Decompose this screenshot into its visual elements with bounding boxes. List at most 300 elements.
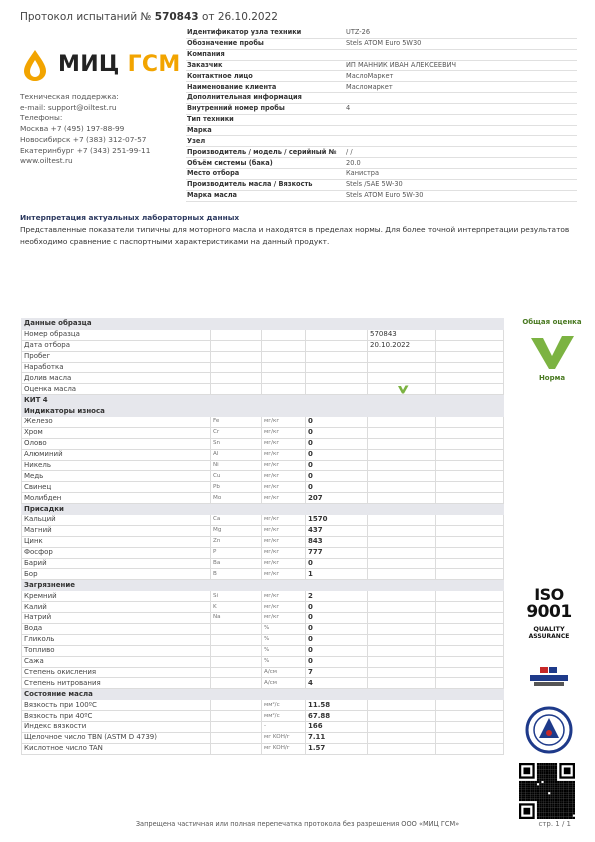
row-symbol bbox=[211, 711, 262, 722]
row-empty bbox=[368, 634, 436, 645]
kit-header bbox=[22, 395, 504, 406]
row-name: Кремний bbox=[22, 591, 211, 602]
row-unit: мг/кг bbox=[262, 427, 306, 438]
row-symbol bbox=[211, 634, 262, 645]
row-value bbox=[368, 362, 436, 373]
row-empty bbox=[436, 417, 504, 428]
overall-label: Общая оценка bbox=[522, 318, 582, 326]
sample-row bbox=[22, 351, 504, 362]
row-empty bbox=[262, 373, 306, 384]
drop-logo-icon bbox=[20, 48, 50, 82]
row-unit: мг KOH/г bbox=[262, 743, 306, 754]
row-empty bbox=[436, 678, 504, 689]
row-empty bbox=[368, 482, 436, 493]
info-row bbox=[186, 158, 577, 169]
row-symbol: Cu bbox=[211, 471, 262, 482]
protocol-title bbox=[20, 11, 278, 23]
row-empty bbox=[262, 384, 306, 395]
row-empty bbox=[368, 613, 436, 624]
sample-row bbox=[22, 384, 504, 395]
row-empty bbox=[368, 656, 436, 667]
row-unit: мг/кг bbox=[262, 569, 306, 580]
row-unit: мг/кг bbox=[262, 515, 306, 526]
row-empty bbox=[436, 427, 504, 438]
row-value: 1 bbox=[306, 569, 368, 580]
qr-code-icon bbox=[519, 763, 575, 819]
info-value: ИП МАННИК ИВАН АЛЕКСЕЕВИЧ bbox=[345, 60, 577, 71]
row-empty bbox=[368, 711, 436, 722]
row-value: 843 bbox=[306, 536, 368, 547]
row-symbol: P bbox=[211, 547, 262, 558]
row-symbol: Cr bbox=[211, 427, 262, 438]
contact-line: Техническая поддержка: bbox=[20, 92, 119, 101]
contact-line: Екатеринбург +7 (343) 251-99-11 bbox=[20, 145, 151, 155]
row-value: 0 bbox=[306, 634, 368, 645]
row-value: 7.11 bbox=[306, 732, 368, 743]
row-empty bbox=[262, 329, 306, 340]
row-empty bbox=[368, 460, 436, 471]
big-check-icon bbox=[527, 332, 577, 372]
row-name: Оценка масла bbox=[22, 384, 211, 395]
row-empty bbox=[211, 340, 262, 351]
row-unit: мг/кг bbox=[262, 417, 306, 428]
result-row bbox=[22, 536, 504, 547]
row-name: Номер образца bbox=[22, 329, 211, 340]
row-name: Алюминий bbox=[22, 449, 211, 460]
info-row bbox=[186, 28, 577, 38]
row-name: Степень окисления bbox=[22, 667, 211, 678]
result-row bbox=[22, 678, 504, 689]
row-unit: мг/кг bbox=[262, 471, 306, 482]
result-row bbox=[22, 460, 504, 471]
row-name: Сажа bbox=[22, 656, 211, 667]
row-symbol bbox=[211, 732, 262, 743]
row-empty bbox=[436, 384, 504, 395]
row-name: Долив масла bbox=[22, 373, 211, 384]
row-empty bbox=[306, 340, 368, 351]
row-empty bbox=[262, 351, 306, 362]
result-row bbox=[22, 645, 504, 656]
row-empty bbox=[368, 558, 436, 569]
row-empty bbox=[436, 623, 504, 634]
row-value: 777 bbox=[306, 547, 368, 558]
row-name: Хром bbox=[22, 427, 211, 438]
row-empty bbox=[368, 743, 436, 754]
row-empty bbox=[262, 340, 306, 351]
row-empty bbox=[436, 732, 504, 743]
row-symbol: K bbox=[211, 602, 262, 613]
row-value: 7 bbox=[306, 667, 368, 678]
info-row bbox=[186, 190, 577, 201]
info-key: Производитель масла / Вязкость bbox=[186, 179, 345, 190]
row-symbol bbox=[211, 721, 262, 732]
row-empty bbox=[368, 515, 436, 526]
row-value: 0 bbox=[306, 438, 368, 449]
result-row bbox=[22, 417, 504, 428]
page-number: стр. 1 / 1 bbox=[538, 820, 571, 828]
row-symbol: Zn bbox=[211, 536, 262, 547]
result-row bbox=[22, 438, 504, 449]
protocol-number: 570843 bbox=[154, 11, 199, 23]
row-name: Бор bbox=[22, 569, 211, 580]
row-name: Барий bbox=[22, 558, 211, 569]
row-empty bbox=[368, 471, 436, 482]
result-row bbox=[22, 721, 504, 732]
row-empty bbox=[436, 460, 504, 471]
row-empty bbox=[436, 482, 504, 493]
row-name: Вода bbox=[22, 623, 211, 634]
row-empty bbox=[211, 373, 262, 384]
row-empty bbox=[368, 569, 436, 580]
row-empty bbox=[306, 373, 368, 384]
result-row bbox=[22, 493, 504, 504]
row-name: Железо bbox=[22, 417, 211, 428]
row-value: 0 bbox=[306, 623, 368, 634]
row-empty bbox=[368, 623, 436, 634]
info-row bbox=[186, 93, 577, 104]
result-row bbox=[22, 634, 504, 645]
row-symbol: Mo bbox=[211, 493, 262, 504]
row-unit: мм²/с bbox=[262, 700, 306, 711]
row-unit: мг/кг bbox=[262, 602, 306, 613]
row-unit: мг/кг bbox=[262, 449, 306, 460]
result-row bbox=[22, 656, 504, 667]
info-value: UTZ-26 bbox=[345, 28, 577, 38]
row-unit: % bbox=[262, 634, 306, 645]
info-key: Марка масла bbox=[186, 190, 345, 201]
row-empty bbox=[436, 373, 504, 384]
row-symbol bbox=[211, 667, 262, 678]
result-row bbox=[22, 743, 504, 754]
row-name: Гликоль bbox=[22, 634, 211, 645]
row-empty bbox=[368, 417, 436, 428]
row-value: 0 bbox=[306, 417, 368, 428]
row-symbol: B bbox=[211, 569, 262, 580]
row-value: 0 bbox=[306, 482, 368, 493]
company-logo bbox=[20, 48, 180, 82]
row-name: Вязкость при 40ºC bbox=[22, 711, 211, 722]
result-row bbox=[22, 623, 504, 634]
info-key: Заказчик bbox=[186, 60, 345, 71]
result-row bbox=[22, 427, 504, 438]
row-unit: мг KOH/г bbox=[262, 732, 306, 743]
row-name: Магний bbox=[22, 525, 211, 536]
contact-line: e-mail: support@oiltest.ru bbox=[20, 102, 117, 112]
row-value: 1570 bbox=[306, 515, 368, 526]
row-empty bbox=[436, 569, 504, 580]
row-name: Щелочное число TBN (ASTM D 4739) bbox=[22, 732, 211, 743]
row-unit: мг/кг bbox=[262, 591, 306, 602]
row-empty bbox=[368, 645, 436, 656]
result-row bbox=[22, 613, 504, 624]
result-row bbox=[22, 515, 504, 526]
section-header bbox=[22, 319, 504, 330]
info-row bbox=[186, 179, 577, 190]
row-empty bbox=[211, 362, 262, 373]
info-row bbox=[186, 168, 577, 179]
row-empty bbox=[436, 613, 504, 624]
row-symbol bbox=[211, 623, 262, 634]
row-symbol: Na bbox=[211, 613, 262, 624]
contact-line: www.oiltest.ru bbox=[20, 156, 73, 166]
info-value bbox=[345, 136, 577, 147]
row-unit: мг/кг bbox=[262, 525, 306, 536]
row-unit: мг/кг bbox=[262, 438, 306, 449]
row-value: 0 bbox=[306, 427, 368, 438]
row-empty bbox=[436, 449, 504, 460]
interpretation-text: Представленные показатели типичны для моторного масла и находятся в пределах нормы. Для более точной интерпретации результатов необходимо сравнение с паспортными характеристиками на данный продукт. bbox=[20, 225, 570, 246]
row-empty bbox=[306, 329, 368, 340]
sample-row bbox=[22, 340, 504, 351]
result-row bbox=[22, 591, 504, 602]
accreditation-seal-icon bbox=[525, 706, 573, 754]
row-empty bbox=[211, 384, 262, 395]
row-value: 0 bbox=[306, 558, 368, 569]
row-symbol bbox=[211, 700, 262, 711]
sample-row bbox=[22, 373, 504, 384]
contact-line: Москва +7 (495) 197-88-99 bbox=[20, 124, 125, 134]
row-value: 0 bbox=[306, 656, 368, 667]
row-value: 20.10.2022 bbox=[368, 340, 436, 351]
result-row bbox=[22, 602, 504, 613]
row-empty bbox=[436, 471, 504, 482]
row-value: 0 bbox=[306, 471, 368, 482]
info-row bbox=[186, 103, 577, 114]
row-empty bbox=[368, 525, 436, 536]
info-key: Узел bbox=[186, 136, 345, 147]
row-empty bbox=[436, 362, 504, 373]
info-value: / / bbox=[345, 147, 577, 158]
row-unit: мг/кг bbox=[262, 547, 306, 558]
logo-wordmark: МИЦ ГСМ bbox=[58, 52, 181, 77]
info-row bbox=[186, 49, 577, 60]
row-name: Наработка bbox=[22, 362, 211, 373]
row-value bbox=[368, 373, 436, 384]
row-name: Степень нитрования bbox=[22, 678, 211, 689]
row-empty bbox=[368, 536, 436, 547]
row-empty bbox=[368, 700, 436, 711]
row-unit: % bbox=[262, 645, 306, 656]
result-row bbox=[22, 667, 504, 678]
row-value: 570843 bbox=[368, 329, 436, 340]
info-key: Идентификатор узла техники bbox=[186, 28, 345, 38]
section-header bbox=[22, 689, 504, 700]
info-key: Наименование клиента bbox=[186, 82, 345, 93]
row-symbol: Ni bbox=[211, 460, 262, 471]
row-value: 166 bbox=[306, 721, 368, 732]
row-value: 4 bbox=[306, 678, 368, 689]
row-value bbox=[368, 351, 436, 362]
info-key: Марка bbox=[186, 125, 345, 136]
section-header bbox=[22, 504, 504, 515]
info-value bbox=[345, 114, 577, 125]
row-name: Индекс вязкости bbox=[22, 721, 211, 732]
row-empty bbox=[368, 667, 436, 678]
row-empty bbox=[436, 547, 504, 558]
row-name: Цинк bbox=[22, 536, 211, 547]
row-empty bbox=[436, 743, 504, 754]
row-symbol: Fe bbox=[211, 417, 262, 428]
row-unit: мг/кг bbox=[262, 613, 306, 624]
row-value: 0 bbox=[306, 602, 368, 613]
row-name: Дата отбора bbox=[22, 340, 211, 351]
iso-badge: ISO 9001 QUALITY ASSURANCE bbox=[526, 585, 572, 640]
info-key: Тип техники bbox=[186, 114, 345, 125]
row-name: Вязкость при 100ºC bbox=[22, 700, 211, 711]
row-empty bbox=[262, 362, 306, 373]
row-value: 2 bbox=[306, 591, 368, 602]
result-row bbox=[22, 711, 504, 722]
row-empty bbox=[368, 721, 436, 732]
row-empty bbox=[436, 591, 504, 602]
row-symbol: Ca bbox=[211, 515, 262, 526]
section-title: Загрязнение bbox=[22, 580, 504, 591]
row-name: Молибден bbox=[22, 493, 211, 504]
row-name: Калий bbox=[22, 602, 211, 613]
info-key: Внутренний номер пробы bbox=[186, 103, 345, 114]
row-empty bbox=[436, 536, 504, 547]
info-key: Дополнительная информация bbox=[186, 93, 345, 104]
contact-line: Телефоны: bbox=[20, 113, 63, 123]
info-value: Stels ATOM Euro 5W-30 bbox=[345, 190, 577, 201]
row-unit: мм²/с bbox=[262, 711, 306, 722]
row-empty bbox=[436, 493, 504, 504]
row-symbol bbox=[211, 656, 262, 667]
row-empty bbox=[436, 340, 504, 351]
row-empty bbox=[436, 700, 504, 711]
row-unit: мг/кг bbox=[262, 482, 306, 493]
result-row bbox=[22, 547, 504, 558]
row-empty bbox=[436, 438, 504, 449]
row-value: 0 bbox=[306, 449, 368, 460]
row-unit: мг/кг bbox=[262, 493, 306, 504]
section-title: КИТ 4 bbox=[22, 395, 504, 406]
overall-result: Норма bbox=[538, 374, 566, 382]
row-empty bbox=[368, 547, 436, 558]
row-name: Свинец bbox=[22, 482, 211, 493]
info-value: МаслоМаркет bbox=[345, 71, 577, 82]
row-unit: мг/кг bbox=[262, 536, 306, 547]
section-header bbox=[22, 580, 504, 591]
row-empty bbox=[368, 427, 436, 438]
info-row bbox=[186, 71, 577, 82]
row-symbol: Pb bbox=[211, 482, 262, 493]
section-title: Состояние масла bbox=[22, 689, 504, 700]
sample-info-table bbox=[186, 28, 577, 202]
row-symbol bbox=[211, 678, 262, 689]
row-empty bbox=[368, 591, 436, 602]
info-value bbox=[345, 49, 577, 60]
protocol-date: от 26.10.2022 bbox=[201, 11, 278, 23]
row-value: 0 bbox=[306, 613, 368, 624]
info-value: 4 bbox=[345, 103, 577, 114]
result-row bbox=[22, 700, 504, 711]
row-name: Топливо bbox=[22, 645, 211, 656]
info-value bbox=[345, 125, 577, 136]
contacts-block bbox=[20, 92, 150, 167]
row-empty bbox=[436, 656, 504, 667]
row-unit: A/см bbox=[262, 678, 306, 689]
row-empty bbox=[368, 438, 436, 449]
row-empty bbox=[368, 449, 436, 460]
row-symbol: Mg bbox=[211, 525, 262, 536]
row-name: Пробег bbox=[22, 351, 211, 362]
info-value bbox=[345, 93, 577, 104]
row-symbol bbox=[211, 743, 262, 754]
row-value: 437 bbox=[306, 525, 368, 536]
info-key: Контактное лицо bbox=[186, 71, 345, 82]
row-empty bbox=[436, 525, 504, 536]
row-name: Фосфор bbox=[22, 547, 211, 558]
row-empty bbox=[368, 732, 436, 743]
row-unit: - bbox=[262, 721, 306, 732]
title-prefix: Протокол испытаний № bbox=[20, 11, 152, 23]
row-name: Натрий bbox=[22, 613, 211, 624]
row-name: Медь bbox=[22, 471, 211, 482]
row-empty bbox=[436, 711, 504, 722]
row-name: Кислотное число TAN bbox=[22, 743, 211, 754]
section-title: Данные образца bbox=[22, 319, 504, 330]
footer-notice: Запрещена частичная или полная перепечатка протокола без разрешения ООО «МИЦ ГСМ» bbox=[135, 820, 460, 828]
row-unit: % bbox=[262, 656, 306, 667]
result-row bbox=[22, 449, 504, 460]
info-key: Компания bbox=[186, 49, 345, 60]
sample-row bbox=[22, 329, 504, 340]
row-symbol: Si bbox=[211, 591, 262, 602]
row-empty bbox=[368, 678, 436, 689]
row-name: Никель bbox=[22, 460, 211, 471]
row-name: Олово bbox=[22, 438, 211, 449]
info-value: Stels /SAE 5W-30 bbox=[345, 179, 577, 190]
info-value: 20.0 bbox=[345, 158, 577, 169]
overall-assessment bbox=[520, 318, 584, 382]
interpretation-title: Интерпретация актуальных лабораторных данных bbox=[20, 213, 240, 222]
result-row bbox=[22, 569, 504, 580]
info-row bbox=[186, 114, 577, 125]
row-empty bbox=[211, 351, 262, 362]
info-key: Объём системы (бака) bbox=[186, 158, 345, 169]
row-value: 0 bbox=[306, 645, 368, 656]
row-value: 0 bbox=[306, 460, 368, 471]
row-empty bbox=[368, 602, 436, 613]
info-key: Производитель / модель / серийный № bbox=[186, 147, 345, 158]
info-row bbox=[186, 60, 577, 71]
info-key: Обозначение пробы bbox=[186, 38, 345, 49]
row-symbol: Sn bbox=[211, 438, 262, 449]
row-symbol: Al bbox=[211, 449, 262, 460]
row-unit: % bbox=[262, 623, 306, 634]
row-empty bbox=[436, 515, 504, 526]
row-empty bbox=[436, 634, 504, 645]
row-empty bbox=[306, 351, 368, 362]
info-row bbox=[186, 38, 577, 49]
row-unit: A/см bbox=[262, 667, 306, 678]
row-name: Кальций bbox=[22, 515, 211, 526]
row-empty bbox=[436, 329, 504, 340]
info-key: Место отбора bbox=[186, 168, 345, 179]
results-table bbox=[21, 318, 504, 755]
row-empty bbox=[211, 329, 262, 340]
certification-logo-icon bbox=[528, 666, 570, 688]
result-row bbox=[22, 732, 504, 743]
result-row bbox=[22, 482, 504, 493]
row-empty bbox=[436, 351, 504, 362]
row-empty bbox=[436, 602, 504, 613]
row-empty bbox=[368, 493, 436, 504]
contact-line: Новосибирск +7 (383) 312-07-57 bbox=[20, 134, 147, 144]
info-row bbox=[186, 136, 577, 147]
info-value: Stels ATOM Euro 5W30 bbox=[345, 38, 577, 49]
